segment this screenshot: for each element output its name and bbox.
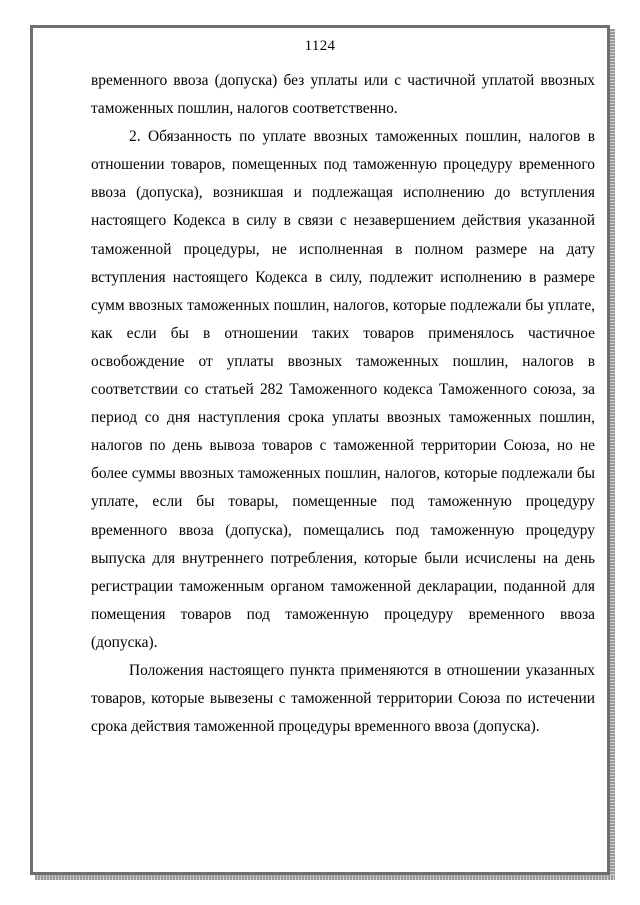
page-number: 1124 xyxy=(304,38,336,54)
document-body xyxy=(91,67,595,741)
paragraph-item-2: 2. Обязанность по уплате ввозных таможенных пошлин, налогов в отношении товаров, помещенных под таможенную процедуру временного ввоза (допуска), возникшая и подлежащая исполнению до вступления настоящего Кодекса в силу в связи с незавершением действия указанной таможенной процедуры, не исполненная в полном размере на дату вступления настоящего Кодекса в силу, подлежит исполнению в размере сумм ввозных таможенных пошлин, налогов, которые подлежали бы уплате, как если бы в отношении таких товаров применялось частичное освобождение от уплаты ввозных таможенных пошлин, налогов в соответствии со статьей 282 Таможенного кодекса Таможенного союза, за период со дня наступления срока уплаты ввозных таможенных пошлин, налогов по день вывоза товаров с таможенной территории Союза, но не более суммы ввозных таможенных пошлин, налогов, которые подлежали бы уплате, если бы товары, помещенные под таможенную процедуру временного ввоза (допуска), помещались под таможенную процедуру выпуска для внутреннего потребления, которые были исчислены на день регистрации таможенным органом таможенной декларации, поданной для помещения товаров под таможенную процедуру временного ввоза (допуска). xyxy=(91,128,595,651)
paragraph-provisions: Положения настоящего пункта применяются в отношении указанных товаров, которые вывезены с таможенной территории Союза по истечении срока действия таможенной процедуры временного ввоза (допуска). xyxy=(91,661,595,736)
page-frame-shadow-right xyxy=(610,29,615,880)
paragraph-continuation: временного ввоза (допуска) без уплаты или с частичной уплатой ввозных таможенных пошлин, налогов соответственно. xyxy=(91,72,595,118)
page-frame-shadow-bottom xyxy=(35,875,615,880)
